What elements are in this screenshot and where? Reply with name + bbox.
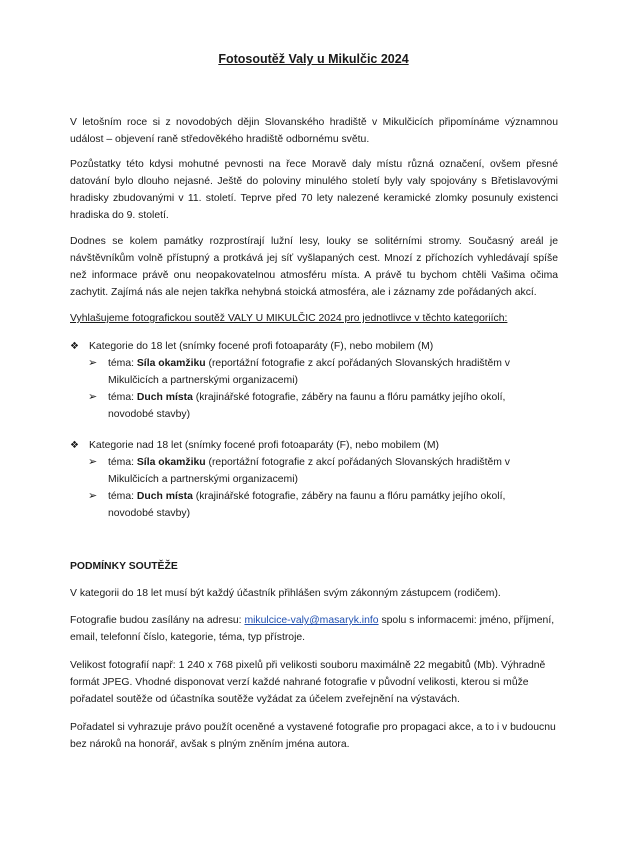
competition-announcement: Vyhlašujeme fotografickou soutěž VALY U MIKULČIC 2024 pro jednotlivce v těchto kategoriích: bbox=[70, 313, 508, 324]
theme-name: Duch místa bbox=[136, 491, 193, 502]
contact-email-link[interactable]: mikulcice-valy@masaryk.info bbox=[244, 615, 379, 626]
theme-prefix: téma: bbox=[108, 457, 137, 468]
arrow-bullet-icon: ➢ bbox=[88, 456, 98, 468]
theme-prefix: téma: bbox=[108, 491, 137, 502]
theme-description: (krajinářské fotografie, záběry na faunu a flóru památky jejího okolí, novodobé stavby) bbox=[108, 392, 506, 420]
category-over-18 bbox=[70, 437, 558, 454]
condition-guardian: V kategorii do 18 let musí být každý účastník přihlášen svým zákonným zástupcem (rodičem). bbox=[70, 588, 501, 599]
arrow-bullet-icon: ➢ bbox=[88, 357, 98, 369]
bullet-diamond-icon: ❖ bbox=[70, 440, 79, 451]
bullet-diamond-icon: ❖ bbox=[70, 341, 79, 352]
condition-file-size: Velikost fotografií např: 1 240 x 768 pixelů při velikosti souboru maximálně 22 megabitů (Mb). Výhradně formát JPEG. Vhodné disponovat verzí každé nahrané fotografie v původní velikosti, kterou si může pořadatel soutěže od účastníka soutěže vyžádat za účelem zveřejnění na výstavách. bbox=[70, 660, 546, 705]
theme-name: Duch místa bbox=[136, 392, 193, 403]
category-under-18 bbox=[70, 338, 558, 355]
theme-description: (reportážní fotografie z akcí pořádaných Slovanských hradištěm v Mikulčicích a partnerskými organizacemi) bbox=[108, 358, 510, 386]
category-label: Kategorie do 18 let (snímky focené profi fotoaparáty (F), nebo mobilem (M) bbox=[89, 341, 434, 352]
conditions-heading: PODMÍNKY SOUTĚŽE bbox=[70, 561, 178, 572]
intro-paragraph-1: V letošním roce si z novodobých dějin Slovanského hradiště v Mikulčicích připomínáme významnou událost – objevení raně středověkého hradiště odbornému světu. bbox=[70, 117, 558, 145]
condition-usage-rights: Pořadatel si vyhrazuje právo použít oceněné a vystavené fotografie pro propagaci akce, a to i v budoucnu bez nároků na honorář, avšak s plným zněním jména autora. bbox=[70, 722, 556, 750]
category-label: Kategorie nad 18 let (snímky focené profi fotoaparáty (F), nebo mobilem (M) bbox=[89, 440, 439, 451]
condition-submission bbox=[70, 612, 558, 646]
theme-name: Síla okamžiku bbox=[136, 358, 206, 369]
arrow-bullet-icon: ➢ bbox=[88, 490, 98, 502]
submission-text-after: spolu s informacemi: jméno, příjmení, email, telefonní číslo, kategorie, téma, typ přístroje. bbox=[70, 615, 555, 643]
intro-paragraph-3: Dodnes se kolem památky rozprostírají lužní lesy, louky se solitérními stromy. Současný areál je návštěvníkům volně přístupný a protkává jej síť vyšlapaných cest. Mnozí z příchozích vyhledávají spíše než informace právě onu neopakovatelnou atmosféru místa. A právě tu bychom chtěli Vašima očima zachytit. Zajímá nás ale nejen takřka nehybná stoická atmosféra, ale i záznamy zde pořádaných akcí. bbox=[70, 236, 558, 298]
theme-description: (krajinářské fotografie, záběry na faunu a flóru památky jejího okolí, novodobé stavby) bbox=[108, 491, 506, 519]
theme-prefix: téma: bbox=[108, 392, 137, 403]
arrow-bullet-icon: ➢ bbox=[88, 391, 98, 403]
theme-description: (reportážní fotografie z akcí pořádaných Slovanských hradištěm v Mikulčicích a partnerskými organizacemi) bbox=[108, 457, 510, 485]
document-title: Fotosoutěž Valy u Mikulčic 2024 bbox=[218, 52, 409, 66]
intro-paragraph-2: Pozůstatky této kdysi mohutné pevnosti na řece Moravě daly místu různá označení, ovšem přesné datování bylo dlouho nejasné. Ještě do poloviny minulého století byly valy spojovány s Břetislavovými hradisky zbudovanými v 11. století. Teprve před 70 lety nalezené keramické zlomky posunuly existenci hradiska do 9. století. bbox=[70, 159, 558, 221]
theme-name: Síla okamžiku bbox=[136, 457, 206, 468]
theme-prefix: téma: bbox=[108, 358, 137, 369]
submission-text-before: Fotografie budou zasílány na adresu: bbox=[70, 615, 245, 626]
